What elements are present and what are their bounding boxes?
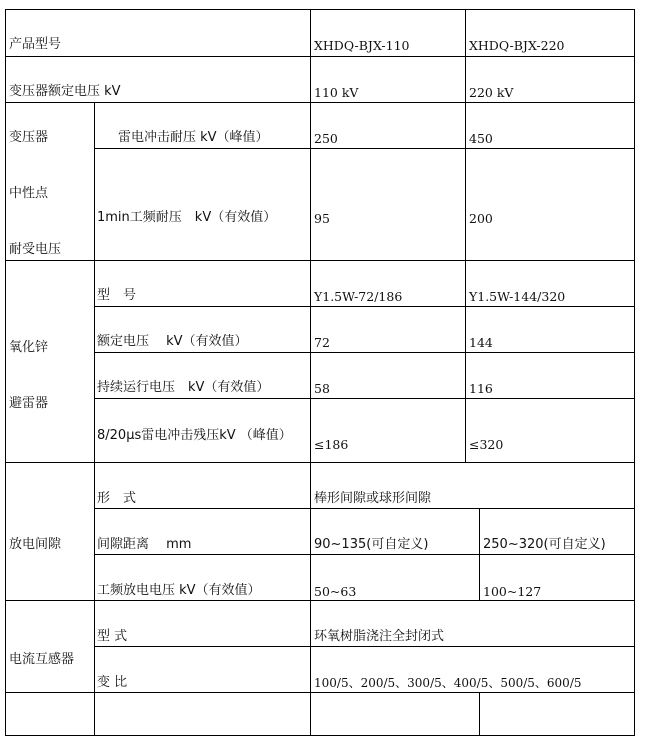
- rule: [5, 9, 635, 10]
- model-label: 产品型号: [9, 37, 62, 52]
- lightning-withstand-col1: 250: [314, 131, 338, 146]
- rule: [5, 600, 635, 601]
- arrester-residual-col1: ≤186: [314, 437, 349, 452]
- rule: [5, 102, 635, 103]
- rule: [5, 735, 635, 736]
- rule: [5, 692, 635, 693]
- ct-form-value: 环氧树脂浇注全封闭式: [314, 629, 445, 644]
- rule: [5, 9, 6, 736]
- gap-distance-label: 间隙距离 mm: [97, 537, 192, 552]
- rule: [94, 398, 635, 399]
- rule: [634, 9, 635, 736]
- arrester-group-line2: 避雷器: [9, 396, 49, 411]
- ct-ratio-label: 变 比: [97, 675, 128, 690]
- rule: [465, 9, 466, 463]
- power-freq-withstand-col1: 95: [314, 211, 330, 226]
- arrester-residual-col2: ≤320: [469, 437, 504, 452]
- ct-form-label: 型 式: [97, 629, 128, 644]
- power-freq-withstand-label: 1min工频耐压 kV（有效值）: [97, 210, 277, 225]
- rule: [5, 462, 635, 463]
- rule: [94, 306, 635, 307]
- lightning-withstand-label: 雷电冲击耐压 kV（峰值）: [118, 130, 269, 145]
- rule: [94, 508, 635, 509]
- ct-ratio-value: 100/5、200/5、300/5、400/5、500/5、600/5: [314, 676, 582, 690]
- arrester-continuous-col2: 116: [469, 381, 493, 396]
- ct-group-label: 电流互感器: [9, 652, 75, 667]
- gap-discharge-label: 工频放电电压 kV（有效值）: [97, 583, 261, 598]
- lightning-withstand-col2: 450: [469, 131, 493, 146]
- gap-discharge-col2: 100~127: [483, 584, 542, 599]
- rated-voltage-label: 变压器额定电压 kV: [9, 84, 121, 99]
- arrester-type-col2: Y1.5W-144/320: [469, 289, 566, 304]
- gap-form-label: 形 式: [97, 491, 137, 506]
- gap-discharge-col1: 50~63: [314, 584, 357, 599]
- arrester-rated-col2: 144: [469, 335, 493, 350]
- rule: [94, 102, 95, 736]
- rule: [94, 554, 635, 555]
- rule: [479, 508, 480, 601]
- neutral-group-line3: 耐受电压: [9, 242, 62, 257]
- rule: [94, 646, 635, 647]
- arrester-group-line1: 氧化锌: [9, 340, 49, 355]
- gap-group-label: 放电间隙: [9, 537, 62, 552]
- neutral-group-line1: 变压器: [9, 130, 49, 145]
- rule: [5, 260, 635, 261]
- gap-form-value: 棒形间隙或球形间隙: [314, 491, 432, 506]
- power-freq-withstand-col2: 200: [469, 211, 493, 226]
- model-col1: XHDQ-BJX-110: [314, 38, 410, 53]
- rule: [94, 148, 635, 149]
- model-col2: XHDQ-BJX-220: [469, 38, 565, 53]
- neutral-group-line2: 中性点: [9, 186, 49, 201]
- arrester-continuous-col1: 58: [314, 381, 330, 396]
- rated-voltage-col1: 110 kV: [314, 85, 359, 100]
- arrester-rated-col1: 72: [314, 335, 330, 350]
- arrester-type-label: 型 号: [97, 288, 137, 303]
- rule: [94, 352, 635, 353]
- gap-distance-col1: 90~135(可自定义): [314, 537, 429, 552]
- arrester-rated-label: 额定电压 kV（有效值）: [97, 334, 248, 349]
- rule: [310, 9, 311, 736]
- rated-voltage-col2: 220 kV: [469, 85, 514, 100]
- arrester-residual-label: 8/20μs雷电冲击残压kV （峰值）: [97, 428, 292, 443]
- arrester-continuous-label: 持续运行电压 kV（有效值）: [97, 380, 270, 395]
- arrester-type-col1: Y1.5W-72/186: [314, 289, 403, 304]
- rule: [479, 692, 480, 736]
- rule: [5, 56, 635, 57]
- gap-distance-col2: 250~320(可自定义): [483, 537, 606, 552]
